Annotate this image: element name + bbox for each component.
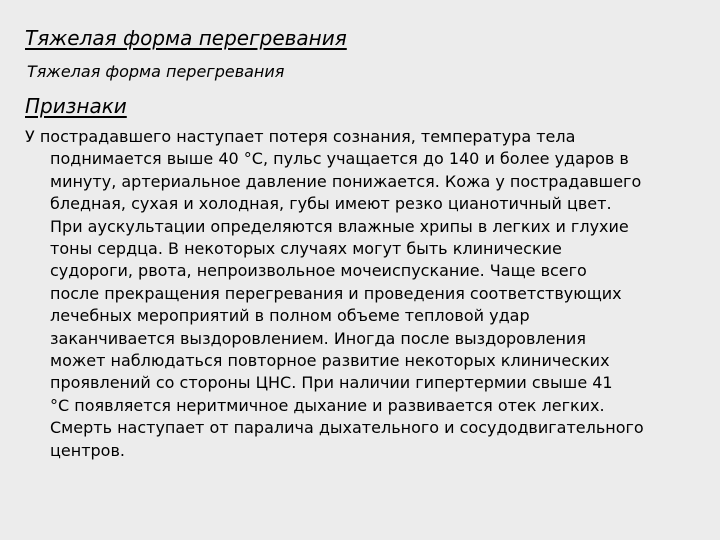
paragraph-line: заканчивается выздоровлением. Иногда после выздоровления [50, 328, 586, 348]
paragraph-line: минуту, артериальное давление понижается. Кожа у пострадавшего [50, 171, 642, 191]
paragraph-line: У пострадавшего наступает потеря сознания, температура тела [25, 127, 576, 146]
slide-subtitle: Тяжелая форма перегревания [27, 62, 285, 81]
section-heading: Признаки [25, 94, 127, 118]
body-paragraph [25, 126, 695, 462]
paragraph-line: центров. [50, 440, 125, 460]
paragraph-line: поднимается выше 40 °С, пульс учащается до 140 и более ударов в [50, 149, 629, 169]
paragraph-line: лечебных мероприятий в полном объеме тепловой удар [50, 306, 530, 326]
paragraph-line: может наблюдаться повторное развитие некоторых клинических [50, 351, 610, 371]
paragraph-line: судороги, рвота, непроизвольное мочеиспускание. Чаще всего [50, 261, 587, 281]
paragraph-line: тоны сердца. В некоторых случаях могут быть клинические [50, 239, 562, 259]
paragraph-line: проявлений со стороны ЦНС. При наличии гипертермии свыше 41 [50, 373, 613, 393]
paragraph-line: Смерть наступает от паралича дыхательного и сосудодвигательного [50, 418, 644, 438]
paragraph-line: При аускультации определяются влажные хрипы в легких и глухие [50, 216, 629, 236]
paragraph-line: после прекращения перегревания и проведения соответствующих [50, 283, 622, 303]
paragraph-line: бледная, сухая и холодная, губы имеют резко цианотичный цвет. [50, 194, 612, 214]
paragraph-line: °С появляется неритмичное дыхание и развивается отек легких. [50, 395, 605, 415]
slide-title: Тяжелая форма перегревания [25, 26, 347, 50]
